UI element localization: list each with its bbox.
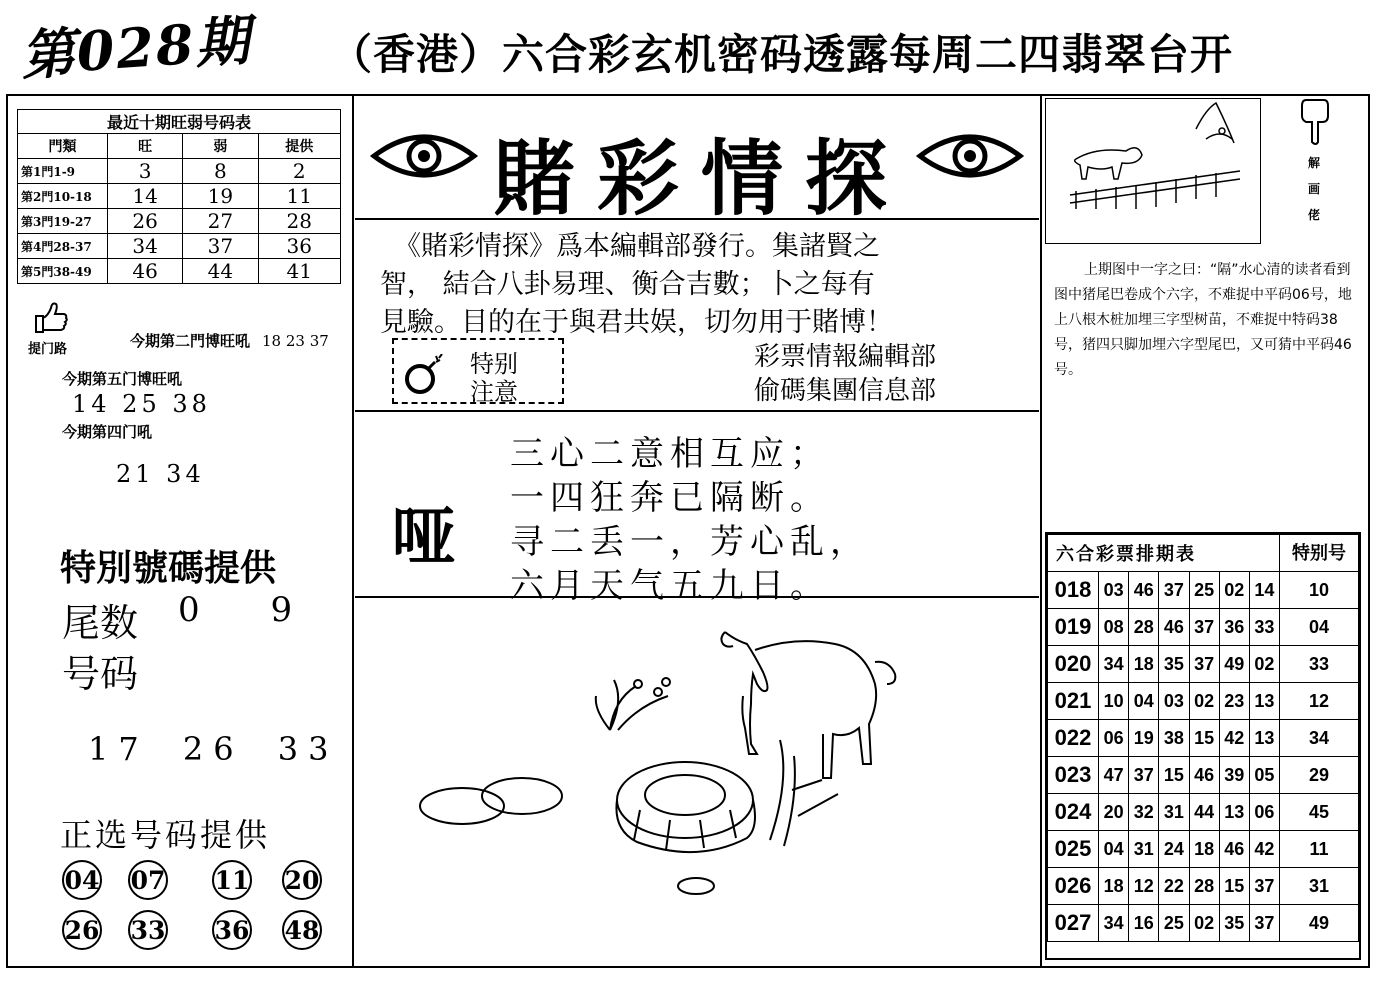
intro-line: 見驗。目的在于與君共娱，切勿用于賭博！	[380, 307, 893, 338]
table-row	[1048, 572, 1359, 609]
schedule-title: 六合彩票排期表	[1048, 535, 1280, 572]
tail-label: 尾数	[62, 601, 139, 645]
cell: 34	[1099, 646, 1129, 683]
cell: 15	[1189, 720, 1219, 757]
cell: 44	[183, 259, 258, 284]
notice-line1: 特别	[470, 350, 518, 378]
cell: 19	[1129, 720, 1159, 757]
cell: 13	[1249, 683, 1279, 720]
thumbs-up-icon	[32, 298, 68, 336]
cell: 20	[1099, 794, 1129, 831]
cell: 22	[1159, 868, 1189, 905]
pick-number: 11	[212, 860, 252, 900]
cell: 36	[1219, 609, 1249, 646]
special-header: 特别号	[1280, 535, 1359, 572]
special-cell: 04	[1280, 609, 1359, 646]
issue-cell: 021	[1048, 683, 1099, 720]
cell: 18	[1129, 646, 1159, 683]
cell: 37	[1189, 609, 1219, 646]
bomb-icon	[402, 354, 444, 396]
table-row	[1048, 831, 1359, 868]
pointing-hand-icon	[1300, 96, 1332, 146]
cell: 19	[183, 184, 258, 209]
cell: 08	[1099, 609, 1129, 646]
eye-icon	[915, 128, 1025, 184]
cell: 41	[258, 259, 341, 284]
special-title: 特別號碼提供	[60, 548, 277, 589]
calf-illustration	[400, 610, 920, 910]
cell: 37	[1189, 646, 1219, 683]
special-cell: 49	[1280, 905, 1359, 942]
cell: 04	[1099, 831, 1129, 868]
issue-cell: 020	[1048, 646, 1099, 683]
issue-cell: 022	[1048, 720, 1099, 757]
cell: 35	[1219, 905, 1249, 942]
poem-line: 一四狂奔已隔断。	[510, 478, 830, 518]
poem-line: 寻二丢一，芳心乱，	[510, 522, 870, 562]
cell: 18	[1099, 868, 1129, 905]
door-line1-label: 今期第二門博旺吼	[130, 332, 251, 350]
col-header: 弱	[183, 134, 258, 159]
cell: 06	[1099, 720, 1129, 757]
issue-cell: 019	[1048, 609, 1099, 646]
cell: 28	[1189, 868, 1219, 905]
cell: 46	[1189, 757, 1219, 794]
door-line3-label: 今期第四门吼	[62, 423, 153, 441]
pick-number: 20	[282, 860, 322, 900]
issue-cell: 018	[1048, 572, 1099, 609]
table-row	[1048, 905, 1359, 942]
cell: 37	[1129, 757, 1159, 794]
explanation-text: 上期图中一字之曰：“隔”水心清的读者看到图中猪尾巴卷成个六字，不难捉中平码06号，地上八根木桩加埋三字型树苗，不难捉中特码38号，猪四只脚加埋六字型尾巴，又可猜中平码46号。	[1054, 262, 1352, 378]
cell: 03	[1159, 683, 1189, 720]
cell: 15	[1159, 757, 1189, 794]
schedule-table	[1047, 534, 1359, 942]
cell: 46	[1129, 572, 1159, 609]
col-header: 旺	[108, 134, 183, 159]
pick-number: 36	[212, 910, 252, 950]
special-cell: 10	[1280, 572, 1359, 609]
special-cell: 29	[1280, 757, 1359, 794]
cell: 2	[258, 159, 341, 184]
door-line3-nums: 21 34	[116, 460, 205, 488]
poem-line: 三心二意相互应；	[510, 434, 830, 474]
cell: 23	[1219, 683, 1249, 720]
table-row	[18, 184, 341, 209]
cell: 25	[1159, 905, 1189, 942]
cell: 27	[183, 209, 258, 234]
cell: 15	[1219, 868, 1249, 905]
table-row	[1048, 646, 1359, 683]
table-row	[1048, 794, 1359, 831]
cell: 31	[1159, 794, 1189, 831]
table-row	[18, 159, 341, 184]
pick-number: 33	[128, 910, 168, 950]
row-label: 第2門10-18	[18, 184, 108, 209]
cell: 33	[1249, 609, 1279, 646]
cell: 13	[1219, 794, 1249, 831]
cell: 42	[1219, 720, 1249, 757]
cell: 24	[1159, 831, 1189, 868]
cell: 25	[1189, 572, 1219, 609]
cell: 36	[258, 234, 341, 259]
special-cell: 33	[1280, 646, 1359, 683]
table-row	[1048, 757, 1359, 794]
side-label: 解画佬	[1308, 156, 1321, 222]
table-row	[18, 259, 341, 284]
dept-line2: 偷碼集團信息部	[754, 376, 937, 406]
cell: 34	[108, 234, 183, 259]
page-title: （香港）六合彩玄机密码透露每周二四翡翠台开	[330, 30, 1234, 79]
cell: 28	[258, 209, 341, 234]
cell: 26	[108, 209, 183, 234]
cell: 06	[1249, 794, 1279, 831]
issue-cell: 026	[1048, 868, 1099, 905]
issue-cell: 027	[1048, 905, 1099, 942]
row-label: 第5門38-49	[18, 259, 108, 284]
table-row	[1048, 720, 1359, 757]
cell: 02	[1189, 905, 1219, 942]
cell: 44	[1189, 794, 1219, 831]
pick-number: 26	[62, 910, 102, 950]
col-header: 門類	[18, 134, 108, 159]
cell: 46	[108, 259, 183, 284]
schedule-panel	[1045, 532, 1361, 960]
table-row	[1048, 609, 1359, 646]
notice-box	[392, 338, 564, 404]
issue-cell: 024	[1048, 794, 1099, 831]
cell: 46	[1219, 831, 1249, 868]
cell: 3	[108, 159, 183, 184]
logo-banner	[355, 110, 1039, 227]
special-cell: 45	[1280, 794, 1359, 831]
cell: 11	[258, 184, 341, 209]
pig-illustration	[1046, 99, 1258, 241]
cell: 8	[183, 159, 258, 184]
cell: 28	[1129, 609, 1159, 646]
cell: 37	[1249, 868, 1279, 905]
special-cell: 31	[1280, 868, 1359, 905]
table-row	[1048, 683, 1359, 720]
cell: 12	[1129, 868, 1159, 905]
cell: 18	[1189, 831, 1219, 868]
picks-title: 正选号码提供	[60, 816, 271, 854]
row-label: 第3門19-27	[18, 209, 108, 234]
door-line1-nums: 18 23 37	[262, 332, 329, 350]
special-cell: 12	[1280, 683, 1359, 720]
cell: 37	[1159, 572, 1189, 609]
row-label: 第1門1-9	[18, 159, 108, 184]
issue-number: 第028期	[18, 7, 254, 88]
cell: 03	[1099, 572, 1129, 609]
cell: 47	[1099, 757, 1129, 794]
special-cell: 34	[1280, 720, 1359, 757]
intro-line: 智， 結合八卦易理、衡合吉數；卜之每有	[380, 269, 875, 300]
row-label: 第4門28-37	[18, 234, 108, 259]
dept-line1: 彩票情報編輯部	[754, 342, 937, 372]
poem-line: 六月天气五九日。	[510, 566, 830, 606]
cell: 05	[1249, 757, 1279, 794]
cell: 38	[1159, 720, 1189, 757]
eye-icon	[369, 128, 479, 184]
logo-text: 賭彩情探	[493, 131, 910, 227]
cell: 42	[1249, 831, 1279, 868]
issue-cell: 025	[1048, 831, 1099, 868]
pick-number: 48	[282, 910, 322, 950]
cell: 46	[1159, 609, 1189, 646]
issue-cell: 023	[1048, 757, 1099, 794]
poem-label: 哑	[392, 501, 456, 575]
tail-nums: 0 9	[178, 590, 323, 630]
cell: 35	[1159, 646, 1189, 683]
table-row	[18, 209, 341, 234]
cell: 02	[1249, 646, 1279, 683]
cell: 14	[108, 184, 183, 209]
cell: 13	[1249, 720, 1279, 757]
door-line2-label: 今期第五门博旺吼	[62, 370, 183, 388]
previous-picture	[1045, 98, 1261, 244]
col-header: 提供	[258, 134, 341, 159]
recent-table	[17, 109, 341, 284]
special-nums: 17 26 33	[88, 730, 339, 768]
cell: 37	[183, 234, 258, 259]
table-row	[1048, 868, 1359, 905]
divider-left	[352, 96, 354, 966]
cell: 32	[1129, 794, 1159, 831]
notice-line2: 注意	[470, 378, 518, 406]
recent-table-caption: 最近十期旺弱号码表	[18, 110, 341, 134]
poem-text	[510, 432, 870, 608]
pick-number: 04	[62, 860, 102, 900]
cell: 16	[1129, 905, 1159, 942]
divider-right	[1040, 96, 1042, 966]
door-tips-label: 提门路	[28, 342, 68, 357]
cell: 39	[1219, 757, 1249, 794]
cell: 31	[1129, 831, 1159, 868]
cell: 34	[1099, 905, 1129, 942]
cell: 04	[1129, 683, 1159, 720]
num-label: 号码	[62, 652, 139, 696]
cell: 37	[1249, 905, 1279, 942]
cell: 02	[1219, 572, 1249, 609]
cell: 02	[1189, 683, 1219, 720]
cell: 14	[1249, 572, 1279, 609]
intro-text	[380, 228, 1030, 342]
intro-line: 《賭彩情探》爲本編輯部發行。集諸賢之	[394, 231, 880, 262]
door-line2-nums: 14 25 38	[72, 390, 211, 418]
cell: 49	[1219, 646, 1249, 683]
table-row	[18, 234, 341, 259]
special-cell: 11	[1280, 831, 1359, 868]
pick-number: 07	[128, 860, 168, 900]
cell: 10	[1099, 683, 1129, 720]
